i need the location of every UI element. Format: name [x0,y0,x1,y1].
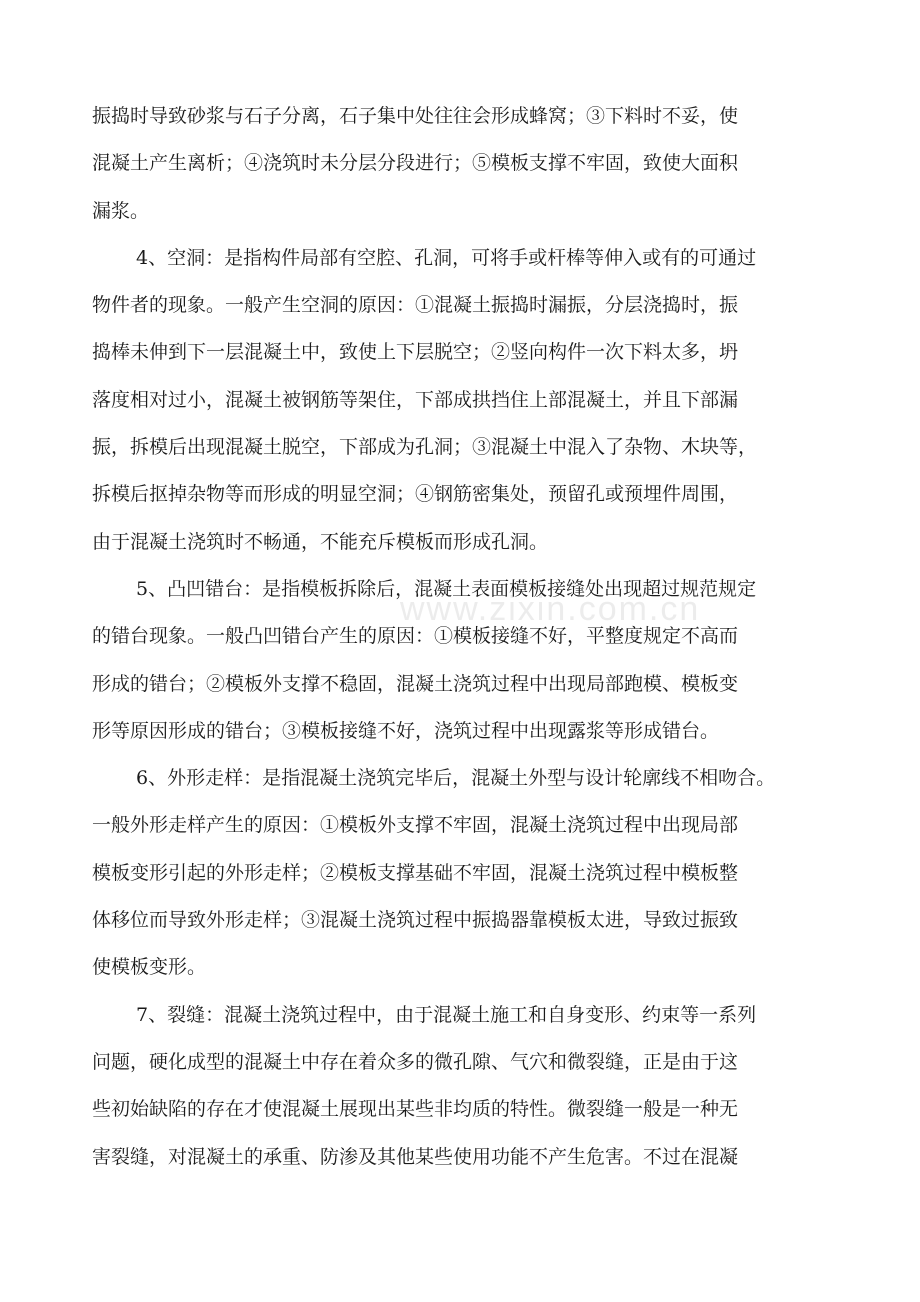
text-line: 混凝土产生离析；④浇筑时未分层分段进行；⑤模板支撑不牢固，致使大面积 [92,152,739,175]
text-line: 模板变形引起的外形走样；②模板支撑基础不牢固，混凝土浇筑过程中模板整 [92,861,739,884]
text-line: 问题，硬化成型的混凝土中存在着众多的微孔隙、气穴和微裂缝，正是由于这 [92,1050,739,1073]
text-line: 振，拆模后出现混凝土脱空，下部成为孔洞；③混凝土中混入了杂物、木块等， [92,436,758,459]
text-line: 落度相对过小，混凝土被钢筋等架住，下部成拱挡住上部混凝土，并且下部漏 [92,388,739,411]
text-line: 5、凸凹错台：是指模板拆除后，混凝土表面模板接缝处出现超过规范规定 [136,577,757,600]
text-line: 些初始缺陷的存在才使混凝土展现出某些非均质的特性。微裂缝一般是一种无 [92,1098,739,1121]
text-line: 形等原因形成的错台；③模板接缝不好，浇筑过程中出现露浆等形成错台。 [92,719,720,742]
text-line: 拆模后抠掉杂物等而形成的明显空洞；④钢筋密集处，预留孔或预埋件周围， [92,483,739,506]
body-text [92,93,832,1181]
text-line: 由于混凝土浇筑时不畅通，不能充斥模板而形成孔洞。 [92,530,549,553]
text-line: 漏浆。 [92,199,150,222]
text-line: 4、空洞：是指构件局部有空腔、孔洞，可将手或杆棒等伸入或有的可通过 [136,246,757,269]
text-line: 振捣时导致砂浆与石子分离，石子集中处往往会形成蜂窝；③下料时不妥，使 [92,105,739,127]
text-line: 物件者的现象。一般产生空洞的原因：①混凝土振捣时漏振，分层浇捣时，振 [92,294,739,317]
text-line: 使模板变形。 [92,956,207,979]
watermark: www.zixin.com.cn [400,590,701,628]
text-line: 6、外形走样：是指混凝土浇筑完毕后，混凝土外型与设计轮廓线不相吻合。 [136,767,776,790]
text-line: 体移位而导致外形走样；③混凝土浇筑过程中振捣器靠模板太进，导致过振致 [92,909,739,932]
text-line: 一般外形走样产生的原因：①模板外支撑不牢固，混凝土浇筑过程中出现局部 [92,814,739,837]
text-line: 形成的错台；②模板外支撑不稳固，混凝土浇筑过程中出现局部跑模、模板变 [92,672,739,695]
text-line: 的错台现象。一般凸凹错台产生的原因：①模板接缝不好，平整度规定不高而 [92,625,739,648]
text-line: 害裂缝，对混凝土的承重、防渗及其他某些使用功能不产生危害。不过在混凝 [92,1145,739,1168]
text-line: 捣棒未伸到下一层混凝土中，致使上下层脱空；②竖向构件一次下料太多，坍 [92,341,739,364]
text-line: 7、裂缝：混凝土浇筑过程中，由于混凝土施工和自身变形、约束等一系列 [136,1003,757,1026]
